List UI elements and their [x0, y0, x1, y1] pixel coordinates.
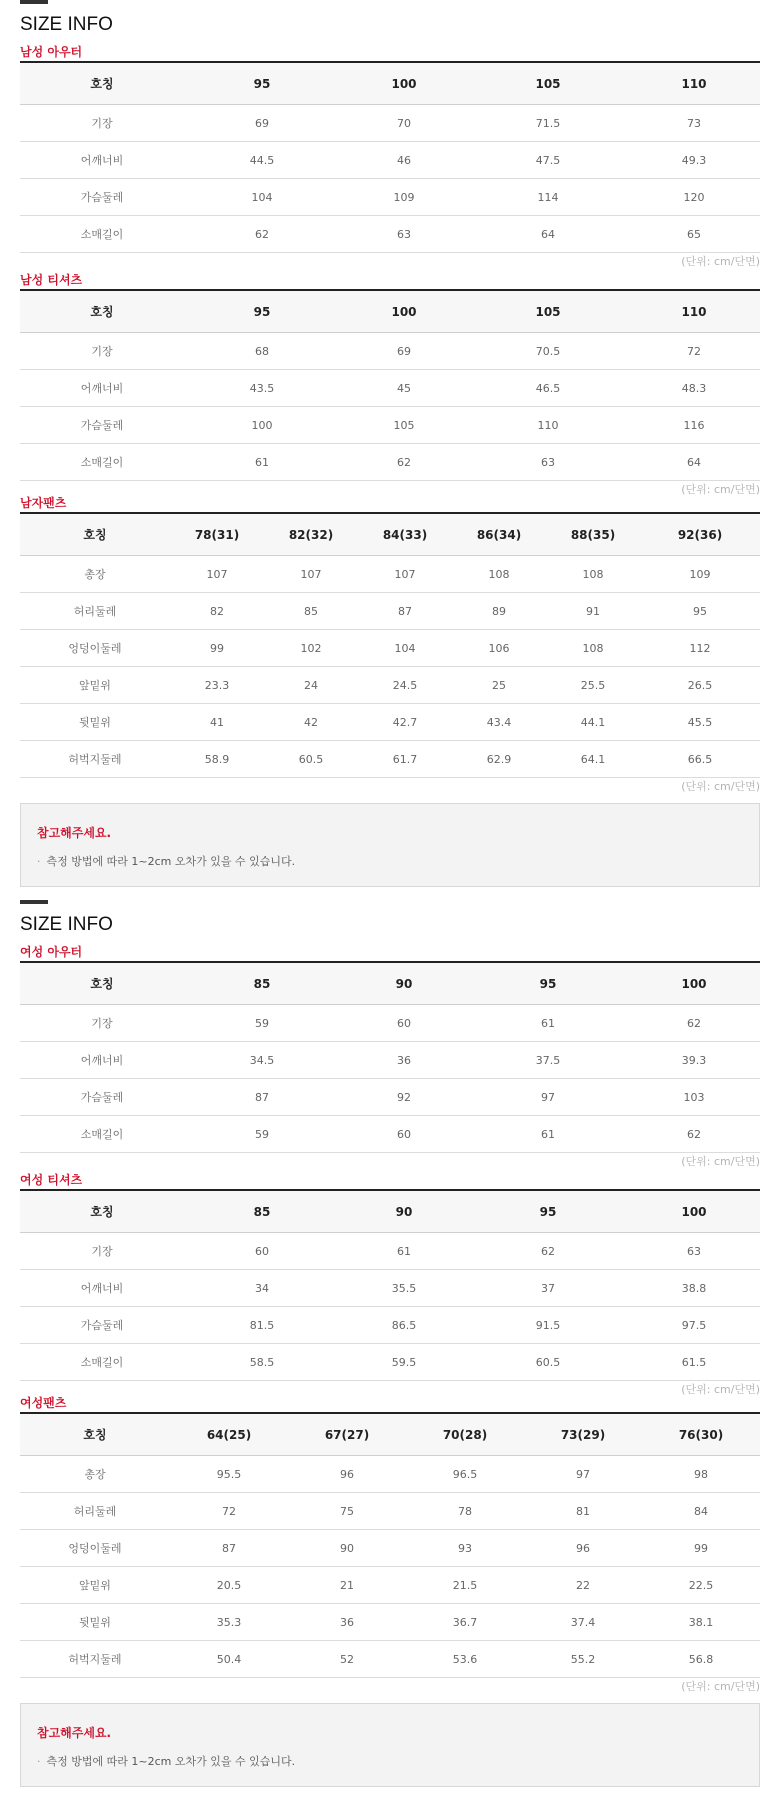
table-row	[20, 630, 760, 667]
header-cell: 105	[468, 290, 628, 333]
table-cell: 24.5	[358, 667, 452, 704]
header-cell: 100	[628, 1190, 760, 1233]
table-cell: 37	[468, 1270, 628, 1307]
table-cell: 108	[546, 556, 640, 593]
table-cell: 21	[288, 1567, 406, 1604]
table-header-row	[20, 290, 760, 333]
table-cell: 46	[340, 142, 468, 179]
table-row	[20, 1005, 760, 1042]
table-cell: 63	[468, 444, 628, 481]
table-cell: 100	[184, 407, 340, 444]
table-cell: 91.5	[468, 1307, 628, 1344]
table-cell: 71.5	[468, 105, 628, 142]
table-cell: 97	[524, 1456, 642, 1493]
header-cell: 95	[468, 962, 628, 1005]
table-cell: 114	[468, 179, 628, 216]
table-row	[20, 1079, 760, 1116]
unit-note: (단위: cm/단면)	[681, 780, 760, 793]
table-row	[20, 1042, 760, 1079]
table-row	[20, 704, 760, 741]
table-cell: 60.5	[468, 1344, 628, 1381]
row-label: 가슴둘레	[20, 1079, 184, 1116]
size-info-section-women	[20, 900, 760, 1170]
section-title: SIZE INFO	[20, 14, 113, 35]
table-cell: 60.5	[264, 741, 358, 778]
header-cell: 호칭	[20, 290, 184, 333]
table-cell: 106	[452, 630, 546, 667]
unit-note: (단위: cm/단면)	[681, 1383, 760, 1396]
header-cell: 85	[184, 1190, 340, 1233]
table-header-row	[20, 962, 760, 1005]
table-cell: 52	[288, 1641, 406, 1678]
table-cell: 85	[264, 593, 358, 630]
table-header-row	[20, 1190, 760, 1233]
table-cell: 20.5	[170, 1567, 288, 1604]
table-row	[20, 1493, 760, 1530]
row-label: 앞밑위	[20, 667, 170, 704]
table-row	[20, 1233, 760, 1270]
table-cell: 69	[340, 333, 468, 370]
notice-text: 측정 방법에 따라 1~2cm 오차가 있을 수 있습니다.	[46, 1755, 296, 1768]
table-cell: 64	[628, 444, 760, 481]
table-cell: 63	[628, 1233, 760, 1270]
table-row	[20, 1344, 760, 1381]
table-cell: 109	[640, 556, 760, 593]
table-cell: 72	[170, 1493, 288, 1530]
header-cell: 92(36)	[640, 513, 760, 556]
row-label: 어깨너비	[20, 142, 184, 179]
header-cell: 호칭	[20, 513, 170, 556]
table-row	[20, 142, 760, 179]
header-cell: 95	[184, 62, 340, 105]
table-cell: 43.5	[184, 370, 340, 407]
table-cell: 35.3	[170, 1604, 288, 1641]
table-row	[20, 741, 760, 778]
table-cell: 37.4	[524, 1604, 642, 1641]
table-cell: 62	[184, 216, 340, 253]
size-table-womens-outer	[20, 961, 760, 1153]
table-cell: 66.5	[640, 741, 760, 778]
table-cell: 34.5	[184, 1042, 340, 1079]
size-table-mens-outer	[20, 61, 760, 253]
header-cell: 82(32)	[264, 513, 358, 556]
category-title-mens-outer: 남성 아우터	[20, 45, 83, 59]
table-cell: 73	[628, 105, 760, 142]
table-cell: 36	[288, 1604, 406, 1641]
notice-box	[20, 803, 760, 887]
row-label: 허벅지둘레	[20, 1641, 170, 1678]
table-cell: 62	[468, 1233, 628, 1270]
table-cell: 35.5	[340, 1270, 468, 1307]
table-cell: 55.2	[524, 1641, 642, 1678]
unit-note: (단위: cm/단면)	[681, 255, 760, 268]
header-cell: 95	[468, 1190, 628, 1233]
table-cell: 107	[264, 556, 358, 593]
table-cell: 65	[628, 216, 760, 253]
table-cell: 81	[524, 1493, 642, 1530]
category-title-womens-tshirt: 여성 티셔츠	[20, 1173, 83, 1187]
table-cell: 103	[628, 1079, 760, 1116]
table-header-row	[20, 513, 760, 556]
table-cell: 87	[170, 1530, 288, 1567]
section-marker-bar	[20, 0, 48, 4]
notice-text-line	[37, 853, 743, 869]
header-cell: 호칭	[20, 962, 184, 1005]
table-cell: 75	[288, 1493, 406, 1530]
row-label: 기장	[20, 105, 184, 142]
table-cell: 64.1	[546, 741, 640, 778]
row-label: 허리둘레	[20, 1493, 170, 1530]
unit-note: (단위: cm/단면)	[681, 483, 760, 496]
category-title-mens-tshirt: 남성 티셔츠	[20, 273, 83, 287]
table-cell: 61	[340, 1233, 468, 1270]
table-cell: 45.5	[640, 704, 760, 741]
table-cell: 107	[358, 556, 452, 593]
size-table-mens-tshirt	[20, 289, 760, 481]
table-cell: 43.4	[452, 704, 546, 741]
table-row	[20, 370, 760, 407]
table-cell: 69	[184, 105, 340, 142]
size-info-section-men	[20, 0, 760, 270]
table-cell: 62.9	[452, 741, 546, 778]
header-cell: 호칭	[20, 1190, 184, 1233]
header-cell: 110	[628, 62, 760, 105]
table-cell: 82	[170, 593, 264, 630]
table-cell: 59	[184, 1005, 340, 1042]
table-cell: 61.5	[628, 1344, 760, 1381]
table-cell: 97.5	[628, 1307, 760, 1344]
header-cell: 78(31)	[170, 513, 264, 556]
table-cell: 70	[340, 105, 468, 142]
row-label: 뒷밑위	[20, 1604, 170, 1641]
table-cell: 60	[184, 1233, 340, 1270]
header-cell: 100	[340, 62, 468, 105]
table-cell: 26.5	[640, 667, 760, 704]
row-label: 어깨너비	[20, 1270, 184, 1307]
table-cell: 24	[264, 667, 358, 704]
notice-text: 측정 방법에 따라 1~2cm 오차가 있을 수 있습니다.	[46, 855, 296, 868]
unit-note: (단위: cm/단면)	[681, 1680, 760, 1693]
section-marker-bar	[20, 900, 48, 904]
header-cell: 86(34)	[452, 513, 546, 556]
table-cell: 36.7	[406, 1604, 524, 1641]
row-label: 엉덩이둘레	[20, 1530, 170, 1567]
header-cell: 84(33)	[358, 513, 452, 556]
size-table-mens-pants	[20, 512, 760, 778]
row-label: 소매길이	[20, 444, 184, 481]
table-cell: 86.5	[340, 1307, 468, 1344]
row-label: 어깨너비	[20, 1042, 184, 1079]
table-cell: 87	[184, 1079, 340, 1116]
table-cell: 112	[640, 630, 760, 667]
row-label: 총장	[20, 1456, 170, 1493]
category-block-womens-tshirt	[20, 1172, 760, 1398]
table-cell: 45	[340, 370, 468, 407]
unit-note: (단위: cm/단면)	[681, 1155, 760, 1168]
table-cell: 95	[640, 593, 760, 630]
table-cell: 70.5	[468, 333, 628, 370]
row-label: 가슴둘레	[20, 1307, 184, 1344]
table-cell: 48.3	[628, 370, 760, 407]
table-cell: 104	[184, 179, 340, 216]
table-cell: 25.5	[546, 667, 640, 704]
table-cell: 37.5	[468, 1042, 628, 1079]
size-table-womens-tshirt	[20, 1189, 760, 1381]
table-header-row	[20, 62, 760, 105]
category-block-mens-pants	[20, 495, 760, 887]
row-label: 가슴둘레	[20, 407, 184, 444]
row-label: 어깨너비	[20, 370, 184, 407]
table-cell: 38.1	[642, 1604, 760, 1641]
table-row	[20, 593, 760, 630]
table-cell: 108	[546, 630, 640, 667]
table-cell: 53.6	[406, 1641, 524, 1678]
table-cell: 99	[642, 1530, 760, 1567]
table-cell: 63	[340, 216, 468, 253]
table-cell: 99	[170, 630, 264, 667]
table-cell: 91	[546, 593, 640, 630]
table-row	[20, 1270, 760, 1307]
table-cell: 46.5	[468, 370, 628, 407]
header-cell: 70(28)	[406, 1413, 524, 1456]
table-cell: 93	[406, 1530, 524, 1567]
table-cell: 62	[628, 1005, 760, 1042]
row-label: 총장	[20, 556, 170, 593]
table-cell: 92	[340, 1079, 468, 1116]
table-cell: 98	[642, 1456, 760, 1493]
row-label: 기장	[20, 333, 184, 370]
table-row	[20, 1641, 760, 1678]
table-cell: 22	[524, 1567, 642, 1604]
header-cell: 67(27)	[288, 1413, 406, 1456]
row-label: 앞밑위	[20, 1567, 170, 1604]
category-title-womens-pants: 여성팬츠	[20, 1396, 67, 1410]
row-label: 기장	[20, 1005, 184, 1042]
table-cell: 25	[452, 667, 546, 704]
table-cell: 36	[340, 1042, 468, 1079]
table-cell: 96	[288, 1456, 406, 1493]
table-row	[20, 179, 760, 216]
table-cell: 41	[170, 704, 264, 741]
table-cell: 110	[468, 407, 628, 444]
table-cell: 108	[452, 556, 546, 593]
table-row	[20, 1116, 760, 1153]
table-cell: 116	[628, 407, 760, 444]
table-row	[20, 407, 760, 444]
table-cell: 59	[184, 1116, 340, 1153]
table-cell: 120	[628, 179, 760, 216]
notice-title: 참고해주세요.	[37, 826, 112, 840]
row-label: 엉덩이둘레	[20, 630, 170, 667]
table-cell: 89	[452, 593, 546, 630]
table-cell: 47.5	[468, 142, 628, 179]
header-cell: 100	[628, 962, 760, 1005]
table-cell: 50.4	[170, 1641, 288, 1678]
table-cell: 42.7	[358, 704, 452, 741]
table-row	[20, 1530, 760, 1567]
table-cell: 109	[340, 179, 468, 216]
table-cell: 62	[628, 1116, 760, 1153]
table-cell: 104	[358, 630, 452, 667]
table-row	[20, 1456, 760, 1493]
bullet-dot-icon: ·	[37, 855, 41, 868]
table-row	[20, 556, 760, 593]
table-cell: 49.3	[628, 142, 760, 179]
table-cell: 44.5	[184, 142, 340, 179]
table-cell: 61	[468, 1005, 628, 1042]
table-cell: 84	[642, 1493, 760, 1530]
table-cell: 62	[340, 444, 468, 481]
table-cell: 44.1	[546, 704, 640, 741]
table-cell: 22.5	[642, 1567, 760, 1604]
table-cell: 107	[170, 556, 264, 593]
table-cell: 56.8	[642, 1641, 760, 1678]
table-row	[20, 444, 760, 481]
table-row	[20, 1604, 760, 1641]
table-cell: 23.3	[170, 667, 264, 704]
category-title-mens-pants: 남자팬츠	[20, 496, 67, 510]
category-block-mens-tshirt	[20, 272, 760, 498]
row-label: 허리둘레	[20, 593, 170, 630]
table-cell: 39.3	[628, 1042, 760, 1079]
table-cell: 59.5	[340, 1344, 468, 1381]
row-label: 소매길이	[20, 1116, 184, 1153]
table-cell: 68	[184, 333, 340, 370]
header-cell: 76(30)	[642, 1413, 760, 1456]
table-cell: 58.5	[184, 1344, 340, 1381]
table-cell: 61	[184, 444, 340, 481]
row-label: 소매길이	[20, 1344, 184, 1381]
table-row	[20, 105, 760, 142]
row-label: 뒷밑위	[20, 704, 170, 741]
table-cell: 42	[264, 704, 358, 741]
table-row	[20, 333, 760, 370]
table-row	[20, 1307, 760, 1344]
table-cell: 96.5	[406, 1456, 524, 1493]
table-cell: 78	[406, 1493, 524, 1530]
header-cell: 110	[628, 290, 760, 333]
header-cell: 호칭	[20, 1413, 170, 1456]
row-label: 허벅지둘레	[20, 741, 170, 778]
table-cell: 38.8	[628, 1270, 760, 1307]
category-title-womens-outer: 여성 아우터	[20, 945, 83, 959]
table-row	[20, 1567, 760, 1604]
notice-text-line	[37, 1753, 743, 1769]
table-cell: 64	[468, 216, 628, 253]
table-cell: 97	[468, 1079, 628, 1116]
header-cell: 100	[340, 290, 468, 333]
size-table-womens-pants	[20, 1412, 760, 1678]
notice-title: 참고해주세요.	[37, 1726, 112, 1740]
table-row	[20, 216, 760, 253]
table-cell: 105	[340, 407, 468, 444]
header-cell: 90	[340, 1190, 468, 1233]
table-cell: 81.5	[184, 1307, 340, 1344]
table-cell: 96	[524, 1530, 642, 1567]
table-cell: 61.7	[358, 741, 452, 778]
header-cell: 호칭	[20, 62, 184, 105]
header-cell: 88(35)	[546, 513, 640, 556]
table-cell: 21.5	[406, 1567, 524, 1604]
table-row	[20, 667, 760, 704]
section-title: SIZE INFO	[20, 914, 113, 935]
table-cell: 95.5	[170, 1456, 288, 1493]
row-label: 가슴둘레	[20, 179, 184, 216]
header-cell: 64(25)	[170, 1413, 288, 1456]
row-label: 기장	[20, 1233, 184, 1270]
table-cell: 60	[340, 1116, 468, 1153]
table-header-row	[20, 1413, 760, 1456]
category-block-womens-pants	[20, 1395, 760, 1787]
row-label: 소매길이	[20, 216, 184, 253]
table-cell: 102	[264, 630, 358, 667]
header-cell: 73(29)	[524, 1413, 642, 1456]
table-cell: 90	[288, 1530, 406, 1567]
notice-box	[20, 1703, 760, 1787]
bullet-dot-icon: ·	[37, 1755, 41, 1768]
table-cell: 87	[358, 593, 452, 630]
table-cell: 61	[468, 1116, 628, 1153]
table-cell: 60	[340, 1005, 468, 1042]
header-cell: 105	[468, 62, 628, 105]
table-cell: 34	[184, 1270, 340, 1307]
table-cell: 58.9	[170, 741, 264, 778]
header-cell: 85	[184, 962, 340, 1005]
table-cell: 72	[628, 333, 760, 370]
header-cell: 95	[184, 290, 340, 333]
header-cell: 90	[340, 962, 468, 1005]
